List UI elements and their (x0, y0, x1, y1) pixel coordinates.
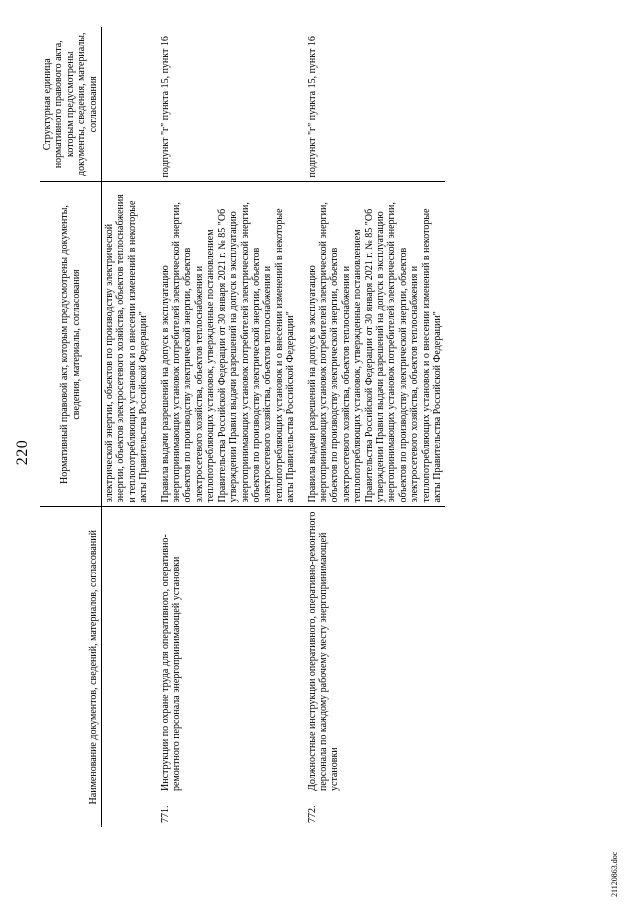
continuation-name-cell (102, 507, 152, 827)
row-name-cell (152, 507, 299, 827)
row-act-cell: Правила выдачи разрешений на допуск в эксплуатацию энергопринимающих установок потребителей электрической энергии, объектов по производству электрической энергии, объектов электросетевого хозяйства, объектов теплоснабжения и теплопотребляющих установок, утвержденные постановлением Правительства Российской Федерации от 30 января 2021 г. № 85 "Об утверждении Правил выдачи разрешений на допуск в эксплуатацию энергопринимающих установок потребителей электрической энергии, объектов по производству электрической энергии, объектов электросетевого хозяйства, объектов теплоснабжения и теплопотребляющих установок и о внесении изменений в некоторые акты Правительства Российской Федерации" (299, 182, 446, 507)
header-documents: Наименование документов, сведений, материалов, согласований (40, 507, 102, 827)
row-number: 771. (159, 805, 171, 823)
continuation-unit-cell (102, 27, 152, 182)
row-act-cell: Правила выдачи разрешений на допуск в эксплуатацию энергопринимающих установок потребителей электрической энергии, объектов по производству электрической энергии, объектов электросетевого хозяйства, объектов теплоснабжения и теплопотребляющих установок, утвержденные постановлением Правительства Российской Федерации от 30 января 2021 г. № 85 "Об утверждении Правил выдачи разрешений на допуск в эксплуатацию энергопринимающих установок потребителей электрической энергии, объектов по производству электрической энергии, объектов электросетевого хозяйства, объектов теплоснабжения и теплопотребляющих установок и о внесении изменений в некоторые акты Правительства Российской Федерации" (152, 182, 299, 507)
documents-table (40, 27, 445, 827)
row-number: 772. (306, 805, 318, 823)
table-row-continuation (102, 27, 152, 827)
row-unit-cell: подпункт "г" пункта 15, пункт 16 (306, 36, 318, 178)
row-unit-cell: подпункт "г" пункта 15, пункт 16 (159, 36, 171, 178)
continuation-act-cell: электрической энергии, объектов по производству электрической энергии, объектов электросетевого хозяйства, объектов теплоснабжения и теплопотребляющих установок и о внесении изменений в некоторые акты Правительства Российской Федерации" (102, 182, 152, 507)
row-document-name: Инструкции по охране труда для оперативного, оперативно-ремонтного персонала энергопринимающей установки (159, 534, 183, 791)
row-document-name: Должностные инструкции оперативного, оперативно-ремонтного персонала по каждому рабочему месту энергопринимающей установки (306, 511, 341, 791)
row-name-cell (299, 507, 446, 827)
file-name-footer: 21120863.doc (610, 851, 619, 897)
table-header-row (40, 27, 102, 827)
table-row (299, 27, 446, 827)
header-structural-unit: Структурная единица нормативного правового акта, которым предусмотрены документы, сведения, материалы, согласования (40, 27, 102, 182)
header-normative-act: Нормативный правовой акт, которым предусмотрены документы, сведения, материалы, согласования (40, 182, 102, 507)
page-number: 220 (14, 439, 31, 466)
table-row (152, 27, 299, 827)
